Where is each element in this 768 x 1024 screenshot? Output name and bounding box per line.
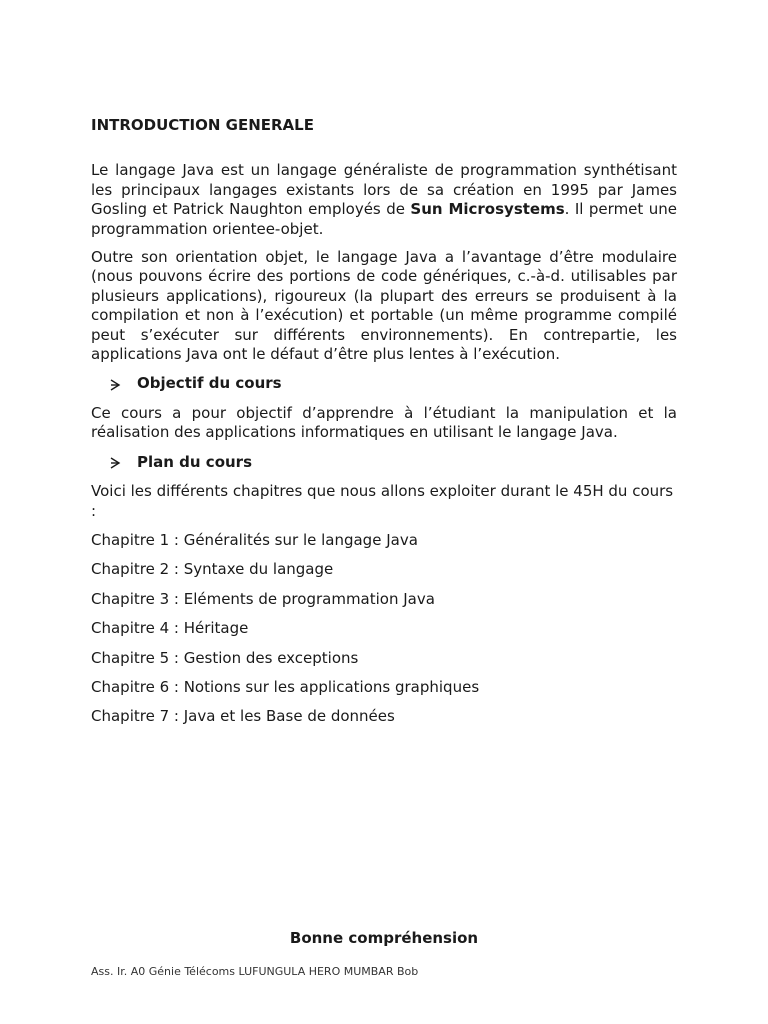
plan-intro: Voici les différents chapitres que nous allons exploiter durant le 45H du cours : [91, 482, 674, 520]
objective-paragraph: Ce cours a pour objectif d’apprendre à l’étudiant la manipulation et la réalisation des applications informatiques en utilisant le langage Java. [91, 403, 677, 442]
document-body [91, 116, 677, 737]
intro-paragraph-1 [91, 161, 677, 239]
document-title: INTRODUCTION GENERALE [91, 116, 314, 134]
company-name: Sun Microsystems [410, 200, 565, 219]
chapter-item: Chapitre 1 : Généralités sur le langage Java [91, 530, 418, 549]
chapter-item: Chapitre 4 : Héritage [91, 619, 249, 638]
chapter-item: Chapitre 5 : Gestion des exceptions [91, 648, 359, 667]
plan-heading [109, 453, 677, 472]
intro-paragraph-1-text: Le langage Java est un langage généraliste de programmation synthétisant les principaux langages existants lors de sa création en 1995 par James Gosling et Patrick Naughton employés de [91, 161, 677, 219]
objective-heading [109, 374, 677, 393]
author-footer: Ass. Ir. A0 Génie Télécoms LUFUNGULA HERO MUMBAR Bob [91, 965, 419, 978]
intro-paragraph-1-end: . Il permet une programmation orientee-objet. [91, 200, 677, 238]
closing-text: Bonne compréhension [289, 929, 479, 947]
chapter-item: Chapitre 3 : Eléments de programmation Java [91, 589, 435, 608]
arrow-bullet-icon [109, 457, 121, 469]
chapter-item: Chapitre 7 : Java et les Base de données [91, 707, 395, 726]
chapter-item: Chapitre 6 : Notions sur les applications graphiques [91, 677, 480, 696]
arrow-bullet-icon [109, 379, 121, 391]
chapter-list [91, 531, 677, 727]
chapter-item: Chapitre 2 : Syntaxe du langage [91, 560, 334, 579]
objective-heading-label: Objectif du cours [137, 374, 282, 393]
plan-heading-label: Plan du cours [137, 452, 252, 471]
intro-paragraph-2: Outre son orientation objet, le langage Java a l’avantage d’être modulaire (nous pouvons écrire des portions de code génériques, c.-à-d. utilisables par plusieurs applications), rigoureux (la plupart des erreurs se produisent à la compilation et non à l’exécution) et portable (un même programme compilé peut s’exécuter sur différents environnements). En contrepartie, les applications Java ont le défaut d’être plus lentes à l’exécution. [91, 248, 677, 364]
